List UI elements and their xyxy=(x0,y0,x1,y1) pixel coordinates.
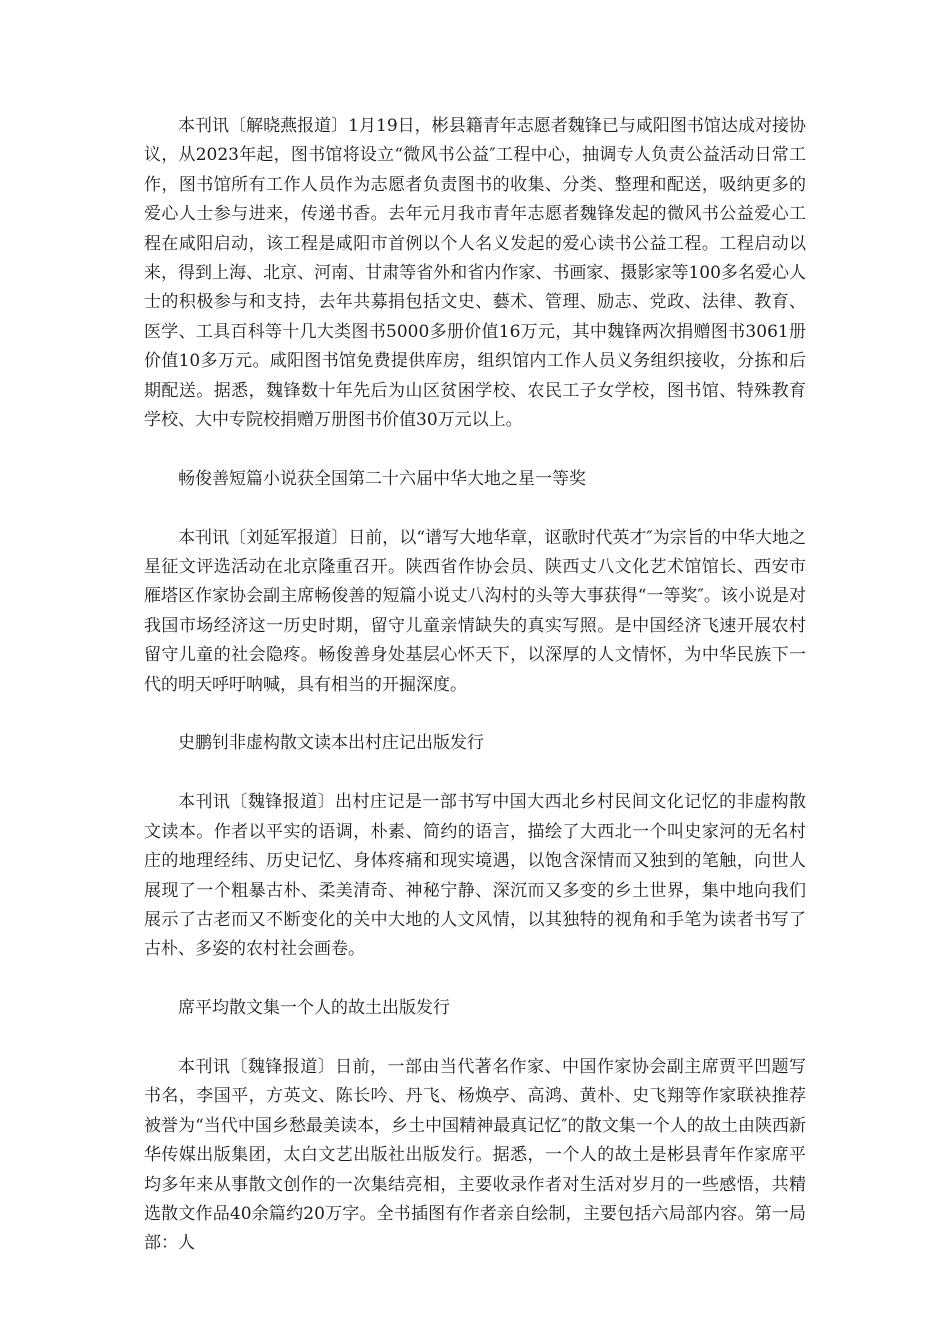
article-4-body: 本刊讯〔魏锋报道〕日前，一部由当代著名作家、中国作家协会副主席贾平凹题写书名，李国平，方英文、陈长吟、丹飞、杨焕亭、高鸿、黄朴、史飞翔等作家联袂推荐被誉为“当代中国乡愁最美读本，乡土中国精神最真记忆″的散文集一个人的故土由陕西新华传媒出版集团，太白文艺出版社出版发行。据悉，一个人的故土是彬县青年作家席平均多年来从事散文创作的一次集结亮相，主要收录作者对生活对岁月的一些感悟，共精选散文作品40余篇约20万字。全书插图有作者亲自绘制，主要包括六局部内容。第一局部：人 xyxy=(144,1056,806,1254)
article-3-body: 本刊讯〔魏锋报道〕出村庄记是一部书写中国大西北乡村民间文化记忆的非虚构散文读本。作者以平实的语调，朴素、简约的语言，描绘了大西北一个叫史家河的无名村庄的地理经纬、历史记忆、身体疼痛和现实境遇，以饱含深情而又独到的笔触，向世人展现了一个粗暴古朴、柔美清奇、神秘宁静、深沉而又多变的乡土世界，集中地向我们展示了古老而又不断变化的关中大地的人文风情，以其独特的视角和手笔为读者书写了古朴、多姿的农村社会画卷。 xyxy=(144,792,806,960)
document-page xyxy=(144,112,806,1259)
article-2-body: 本刊讯〔刘延军报道〕日前，以“谱写大地华章，讴歌时代英才″为宗旨的中华大地之星征文评选活动在北京隆重召开。陕西省作协会员、陕西丈八文化艺术馆馆长、西安市雁塔区作家协会副主席畅俊善的短篇小说丈八沟村的头等大事获得“一等奖″。该小说是对我国市场经济这一历史时期，留守儿童亲情缺失的真实写照。是中国经济飞速开展农村留守儿童的社会隐疼。畅俊善身处基层心怀天下，以深厚的人文情怀，为中华民族下一代的明天呼吁呐喊，具有相当的开掘深度。 xyxy=(144,527,806,695)
article-4-title: 席平均散文集一个人的故土出版发行 xyxy=(178,998,450,1019)
article-3-title: 史鹏钊非虚构散文读本出村庄记出版发行 xyxy=(178,733,484,754)
article-2-title: 畅俊善短篇小说获全国第二十六届中华大地之星一等奖 xyxy=(178,468,586,489)
article-1-body: 本刊讯〔解晓燕报道〕1月19日，彬县籍青年志愿者魏锋已与咸阳图书馆达成对接协议，从2023年起，图书馆将设立“微风书公益″工程中心，抽调专人负责公益活动日常工作，图书馆所有工作人员作为志愿者负责图书的收集、分类、整理和配送，吸纳更多的爱心人士参与进来，传递书香。去年元月我市青年志愿者魏锋发起的微风书公益爱心工程在咸阳启动，该工程是咸阳市首例以个人名义发起的爱心读书公益工程。工程启动以来，得到上海、北京、河南、甘肃等省外和省内作家、书画家、摄影家等100多名爱心人士的积极参与和支持，去年共募捐包括文史、藝术、管理、励志、党政、法律、教育、医学、工具百科等十几大类图书5000多册价值16万元，其中魏锋两次捐赠图书3061册价值10多万元。咸阳图书馆免费提供库房，组织馆内工作人员义务组织接收，分拣和后期配送。据悉，魏锋数十年先后为山区贫困学校、农民工子女学校，图书馆、特殊教育学校、大中专院校捐赠万册图书价值30万元以上。 xyxy=(144,116,806,431)
